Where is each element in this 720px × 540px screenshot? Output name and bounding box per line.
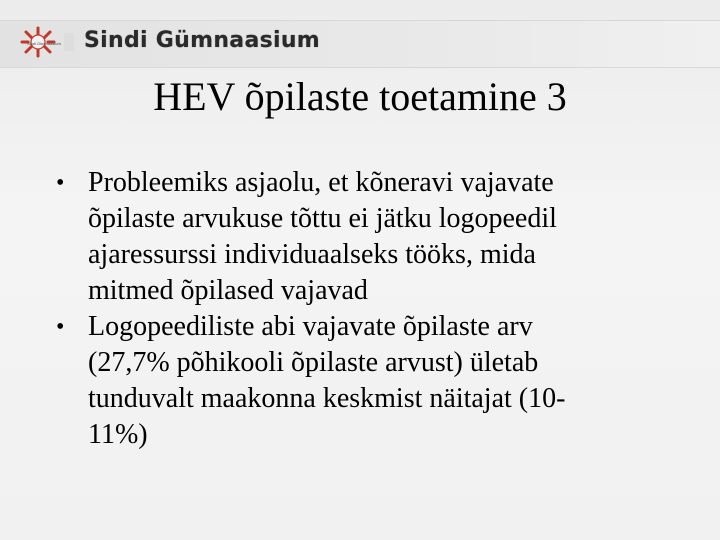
bullet-item <box>54 309 674 453</box>
bullet-item <box>54 165 674 309</box>
slide-content <box>54 165 674 453</box>
school-name: Sindi Gümnaasium <box>84 28 321 53</box>
bullet-line: õpilaste arvukuse tõttu ei jätku logopeedil <box>88 203 557 234</box>
bullet-line: (27,7% põhikooli õpilaste arvust) ületab <box>88 347 539 378</box>
bullet-dot-icon: • <box>56 170 65 196</box>
bullet-dot-icon: • <box>56 314 65 340</box>
bullet-line: mitmed õpilased vajavad <box>88 275 368 306</box>
bullet-line: tunduvalt maakonna keskmist näitajat (10- <box>88 383 566 414</box>
logo-small-text: Sindi Gümnaasium <box>27 41 61 46</box>
bullet-line: ajaressurssi individuaalseks tööks, mida <box>88 239 536 270</box>
bullet-line: Probleemiks asjaolu, et kõneravi vajavate <box>88 167 554 198</box>
bullet-line: Logopeediliste abi vajavate õpilaste arv <box>88 311 533 342</box>
slide-title: HEV õpilaste toetamine 3 <box>153 74 567 119</box>
logo-divider <box>64 33 74 51</box>
bullet-line: 11%) <box>88 419 148 450</box>
